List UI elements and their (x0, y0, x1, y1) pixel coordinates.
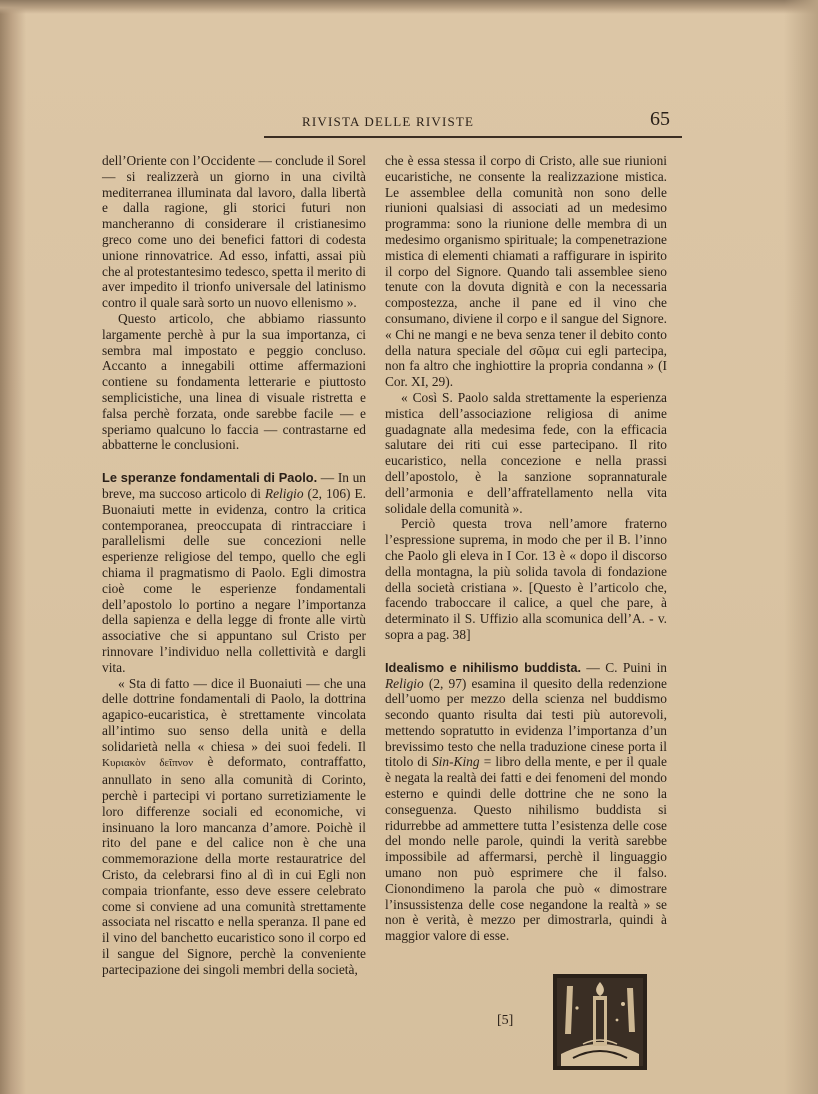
section-title-idealismo: Idealismo e nihilismo buddista. (385, 659, 582, 675)
spine-shadow (0, 0, 26, 1094)
greek-word: σῶμα (529, 342, 560, 358)
greek-phrase: Κυριακὸν δεῖπνον (102, 757, 194, 770)
left-paragraph-4 (102, 676, 366, 978)
left-column (102, 153, 366, 978)
right-p1-lead: che è essa stessa il corpo di Cristo, alle sue riunioni eucaristiche, ne consente la realizzazione mistica. Le assemblee della comunità non sono delle riunioni qualsiasi di associati ad un medesimo programma: sono la riunione delle membra di un medesimo organismo spirituale; la compenetrazione mistica di elementi chiamati a raffigurare in ispirito il corpo del Signore. Quando tali assemblee sieno tenute con la dovuta dignità e con la necessaria compostezza, anche il pane ed il vino che consumano, diviene il corpo e il sangue del Signore. « Chi ne mangi e ne beva senza tener il debito conto della natura speciale del (385, 153, 667, 358)
woodcut-vignette-icon (553, 974, 647, 1070)
section-gap (385, 643, 667, 660)
right-paragraph-3: Perciò questa trova nell’amore fraterno l’espressione suprema, in modo che per il B. l’inno che Paolo gli eleva in I Cor. 13 è « dopo il discorso della montagna, la più solida tavola di fondazione della società cristiana ». [Questo è l’articolo che, facendo traboccare il calice, a quel che pare, à determinato il S. Uffizio alla scomunica dell’A. - v. sopra a pag. 38] (385, 516, 667, 642)
left-section-paragraph (102, 470, 366, 675)
running-head: RIVISTA DELLE RIVISTE (302, 114, 475, 129)
right-p4-mid: (2, 97) esamina il quesito della redenzione dell’uomo per mezzo della scienza nel buddismo secondo quanto risulta dai testi più autorevoli, mettendo sopratutto in evidenza l’importanza d’un brevissimo testo che nella traduzione cinese porta il titolo di (385, 675, 667, 770)
left-p3-lead: — In un breve, ma succoso articolo di (102, 470, 366, 501)
right-paragraph-2: « Così S. Paolo salda strettamente la esperienza mistica dell’associazione religiosa di anime guadagnate alla medesima fede, con la efficacia salutare dei riti cui esse partecipano. Il rito eucaristico, nella concezione e nella prassi dell’apostolo, è la sanzione soprannaturale dell’armonia e dell’affratellamento nella vita solidale della comunità ». (385, 389, 667, 516)
header-rule (264, 136, 682, 138)
right-paragraph-1 (385, 153, 667, 390)
right-column (385, 153, 667, 944)
signature-mark: [5] (497, 1013, 514, 1028)
left-p3-rest: (2, 106) E. Buonaiuti mette in evidenza, contro la critica contemporanea, preoccupata di rintracciare i parallelismi delle sue concezioni nelle esperienze religiose del tempo, quello che egli chiama il pragmatismo di Paolo. Egli dimostra cioè come le esperienze fondamentali dell’apostolo lo portino a negare l’importanza della sapienza e della legge di fronte alle virtù associative che si appuntano sul Cristo per rinnovare l’individuo nella collettività e dargli vita. (102, 485, 366, 675)
section-gap (102, 453, 366, 470)
left-p4-rest: è deformato, contraffatto, annullato in seno alla comunità di Corinto, perchè i partecipi vi portano surretiziamente le loro differenze sociali ed economiche, vi insinuano la loro mancanza d’amore. Poichè il rito del pane e del calice non è che una commemorazione della morte restauratrice del Cristo, da celebrarsi fino al dì in cui Egli non compaia trionfante, esso deve essere celebrato come si conviene ad una comunità strettamente associata nel riscatto e nella speranza. Il pane ed il vino del banchetto eucaristico sono il corpo ed il sangue del Signore, perchè la conveniente partecipazione dei singoli membri della società, (102, 754, 366, 977)
right-p4-lead: — C. Puini in (581, 659, 667, 675)
journal-title: Religio (385, 675, 424, 691)
text-title: Sin-King (431, 754, 480, 770)
page-header (220, 108, 682, 142)
page-number: 65 (650, 108, 670, 130)
left-paragraph-1: dell’Oriente con l’Occidente — conclude il Sorel — si realizzerà un giorno in una civiltà mediterranea illuminata dal lavoro, dalla libertà e dalla ragione, gli storici futuri non mancheranno di considerare il cristianesimo greco come uno dei benefici fattori di codesta unione rinnovatrice. Ad esso, infatti, assai più che al protestantesimo tedesco, spetta il merito di aver impedito il trionfo universale del latinismo contro il quale sarà sorto un nuovo ellenismo ». (102, 153, 367, 311)
top-edge-shadow (0, 0, 818, 14)
right-edge-shadow (784, 0, 818, 1094)
right-p4-rest: = libro della mente, e per il quale è negata la realtà dei fatti e dei fenomeni del mondo esterno e quindi delle dottrine che ne sono la conseguenza. Questo nihilismo buddista si ridurrebbe ad ammettere tutta l’esistenza delle cose del mondo nelle parole, quindi la verità sarebbe impossibile ad affermarsi, perchè il linguaggio umano non può esprimere che il falso. Cionondimeno la parola che può « dimostrare l’insussistenza delle cose negandone la realtà » se non è verità, è mezzo per dimostrarla, quindi à maggior valore di esse. (385, 754, 667, 944)
left-paragraph-2: Questo articolo, che abbiamo riassunto largamente perchè à pur la sua importanza, ci sembra mal impostato e peggio concluso. Accanto a innegabili ottime affermazioni contiene su fondamenta letterarie e piuttosto semplicistiche, una linea di visuale ristretta e falsa perchè forzata, onde sarebbe facile — e speriamo qualcuno lo faccia — contrastarne ed abbatterne le conclusioni. (102, 310, 366, 453)
section-title-speranze: Le speranze fondamentali di Paolo. (102, 470, 318, 486)
journal-title: Religio (264, 485, 304, 501)
right-section-paragraph (385, 660, 667, 944)
left-p4-lead: « Sta di fatto — dice il Buonaiuti — che una delle dottrine fondamentali di Paolo, la dottrina agapico-eucaristica, è strettamente vincolata all’intimo suo senso della unità e della solidarietà nella « chiesa » dei suoi fedeli. Il (102, 675, 366, 754)
right-p1-rest: cui egli partecipa, non fa altro che inghiottire la propria condanna » (I Cor. XI, 29). (385, 342, 667, 390)
